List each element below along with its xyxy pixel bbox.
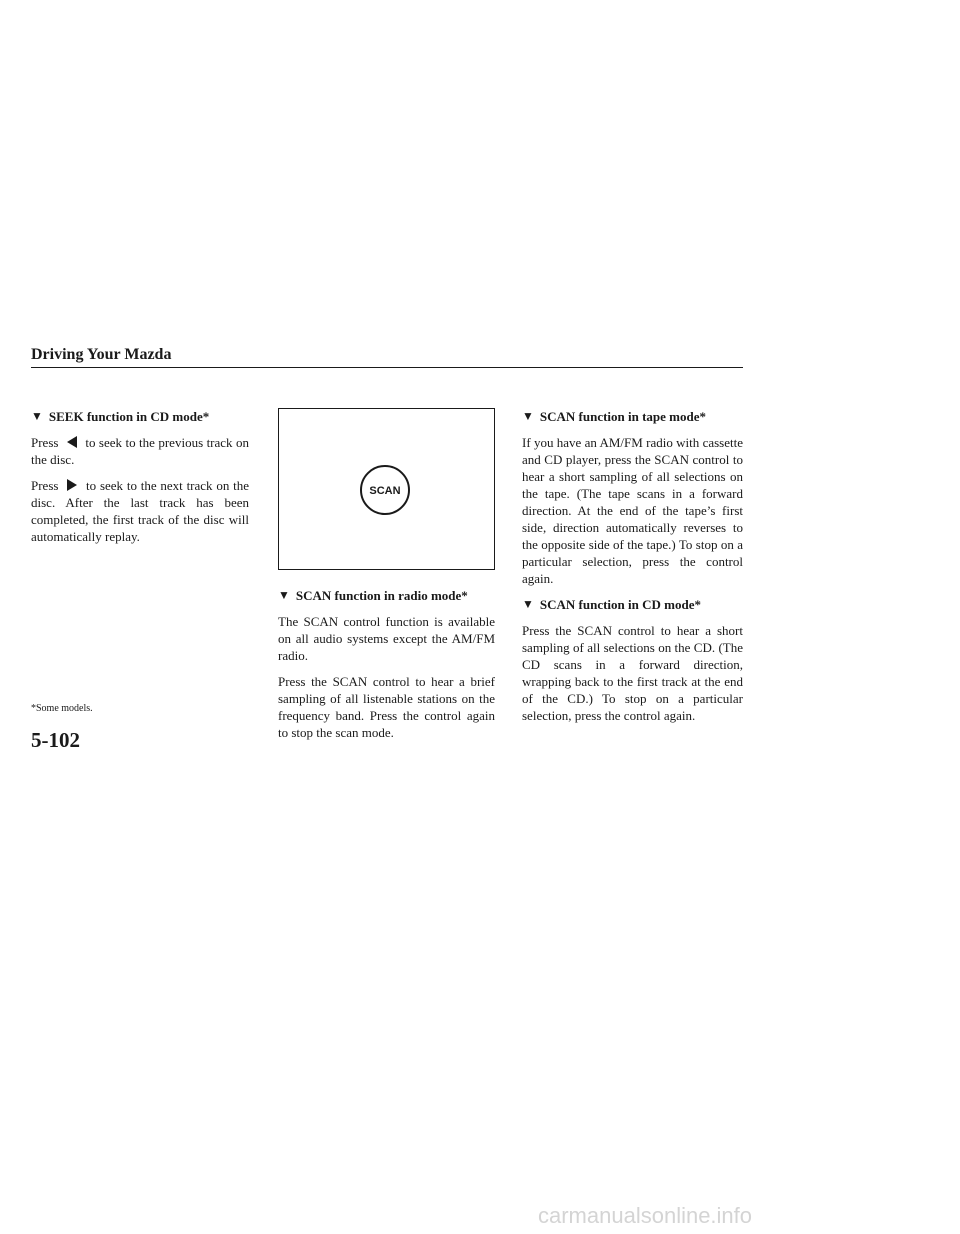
column-right (522, 408, 743, 733)
seek-previous-text: to seek to the previous track on the disc. (31, 435, 249, 467)
scan-button-icon (359, 464, 411, 516)
section-bullet: ▼ (522, 409, 534, 423)
header-title: Driving Your Mazda (31, 346, 172, 363)
column-left (31, 408, 249, 554)
scan-tape-heading (522, 408, 743, 425)
watermark: carmanualsonline.info (538, 1203, 753, 1228)
scan-button-label: SCAN (369, 485, 401, 497)
seek-previous-paragraph (31, 434, 249, 468)
press-word-2: Press (31, 478, 59, 493)
seek-cd-heading (31, 408, 249, 425)
scan-button-figure (278, 408, 495, 570)
scan-radio-paragraph-1: The SCAN control function is available on all audio systems except the AM/FM radio. (278, 614, 495, 663)
track-back-icon (64, 436, 80, 448)
scan-cd-heading-text: SCAN function in CD mode* (539, 597, 701, 612)
scan-tape-paragraph: If you have an AM/FM radio with cassette and CD player, press the SCAN control to hear a short sampling of all selections on the tape. (The tape scans in a forward direction. At the end of the tape’s first side, direction automatically reverses to the opposite side of the tape.) To stop on a particular selection, press the control again. (522, 435, 743, 586)
page-header (31, 346, 743, 368)
scan-radio-paragraph-2: Press the SCAN control to hear a brief sampling of all listenable stations on the frequency band. Press the control again to stop the scan mode. (278, 674, 495, 740)
section-bullet: ▼ (278, 588, 290, 602)
track-forward-icon (64, 479, 80, 491)
page-number: 5-102 (31, 728, 80, 752)
scan-tape-heading-text: SCAN function in tape mode* (539, 409, 707, 424)
scan-radio-heading-text: SCAN function in radio mode* (295, 588, 468, 603)
footnote: *Some models. (31, 703, 93, 714)
scan-cd-paragraph: Press the SCAN control to hear a short sampling of all selections on the CD. (The CD scans in a forward direction, wrapping back to the first track at the end of the CD.) To stop on a particular selection, press the control again. (522, 623, 743, 723)
section-bullet: ▼ (31, 409, 43, 423)
section-bullet: ▼ (522, 597, 534, 611)
seek-next-text: to seek to the next track on the disc. After the last track has been completed, the first track of the disc will automatically replay. (31, 478, 250, 544)
seek-next-paragraph (31, 477, 249, 545)
scan-cd-heading (522, 596, 743, 613)
column-middle (278, 408, 495, 750)
press-word-1: Press (31, 435, 59, 450)
seek-cd-heading-text: SEEK function in CD mode* (48, 409, 210, 424)
scan-radio-heading (278, 587, 495, 604)
